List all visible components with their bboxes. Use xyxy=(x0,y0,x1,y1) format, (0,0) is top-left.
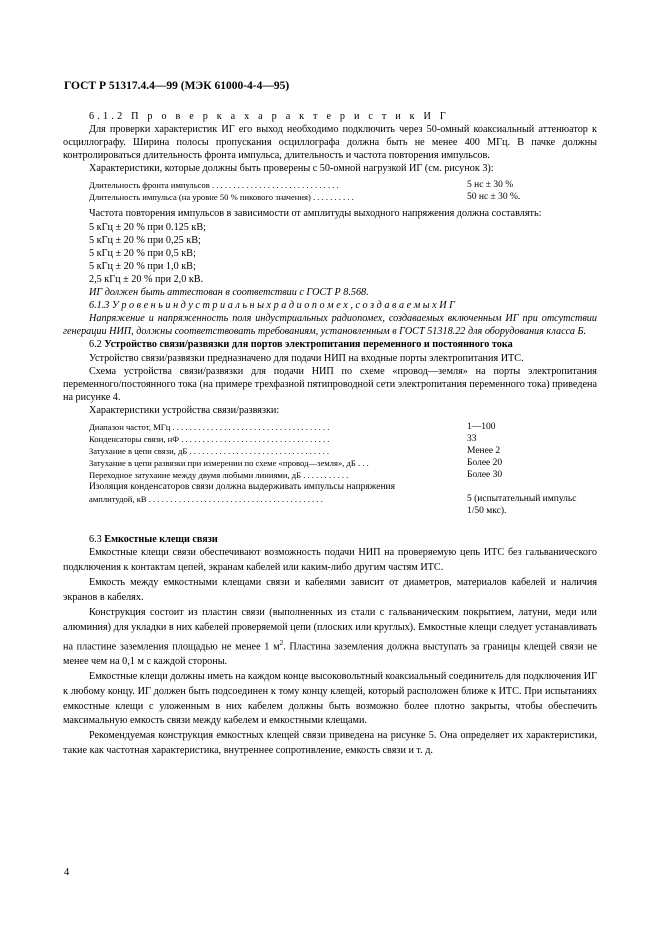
section-6-1-3-text: Напряжение и напряженность поля индустриальных радиопомех, создаваемых включенным ИГ при отсутствии генерации НИП, должны соответствовать требованиям, установленным в ГОСТ 51318.22 для оборудования класса Б. xyxy=(63,313,597,338)
spec-label: Изоляция конденсаторов связи должна выдерживать импульсы напряжения xyxy=(89,481,395,492)
section-6-2-paragraph-3: Характеристики устройства связи/развязки: xyxy=(89,404,280,416)
spec-value: 50 нс ± 30 %. xyxy=(467,192,521,203)
spec-row xyxy=(89,493,597,517)
spec-row xyxy=(89,445,597,457)
list-item: 5 кГц ± 20 % при 0.125 кВ; xyxy=(89,221,206,233)
spec-label: Переходное затухание между двумя любыми линиями, дБ . . . . . . . . . . . xyxy=(89,469,349,480)
pulse-spec-list xyxy=(89,179,597,203)
spec-value: Менее 2 xyxy=(467,445,501,456)
list-item: 5 кГц ± 20 % при 1,0 кВ; xyxy=(89,260,196,272)
spec-row xyxy=(89,179,597,191)
section-6-1-2-paragraph-1: Для проверки характеристик ИГ его выход необходимо подключить через 50-омный коаксиальный аттенюатор к осциллографу. Ширина полосы пропускания осциллографа должна быть не менее 400 МГц. В пачке должны контролироваться длительность фронта импульса, длительность и частота повторения импульсов. xyxy=(63,124,597,162)
section-6-2-paragraph-2: Схема устройства связи/развязки для подачи НИП по схеме «провод—земля» на порты электропитания переменного/постоянного тока (на примере трехфазной пятипроводной сети электропитания переменного тока) приведена на рисунке 4. xyxy=(63,365,597,403)
section-6-1-2-paragraph-3: Частота повторения импульсов в зависимости от амплитуды выходного напряжения должна составлять: xyxy=(89,208,542,220)
section-6-1-2-title: 6.1.2 П р о в е р к а х а р а к т е р и с т и к И Г xyxy=(89,111,449,122)
section-6-3-paragraph-4: Емкостные клещи должны иметь на каждом конце высоковольтный коаксиальный соединитель для подключения ИГ к любому концу. ИГ должен быть подсоединен к тому концу клещей, который расположен ближе к ИТС. При испытаниях емкостные клещи с уложенным в них кабелем должны быть возможно более плотно закрыты, чтобы обеспечить максимальную емкость связи между кабелем и емкостными клещами. xyxy=(63,670,597,727)
section-6-3-heading: 6.3 Емкостные клещи связи xyxy=(89,533,218,545)
spec-value: Более 20 xyxy=(467,457,503,468)
spec-value: 5 нс ± 30 % xyxy=(467,180,514,191)
spec-value: 1—100 xyxy=(467,421,496,432)
section-6-2-paragraph-1: Устройство связи/развязки предназначено для подачи НИП на входные порты электропитания ИТС. xyxy=(89,352,524,364)
spec-label: Затухание в цепи развязки при измерении по схеме «провод—земля», дБ . . . xyxy=(89,457,369,468)
section-6-3-paragraph-3: Конструкция состоит из пластин связи (выполненных из стали с гальваническим покрытием, латуни, меди или алюминия) для укладки в них кабелей проверяемой цепи (плоских или круглых). Емкостные клещи следует устанавливать на пластине заземления площадью не менее 1 $м^2$. Пластина заземления должна выступать за границы клещей связи не менее чем на 0,1 м с каждой стороны. xyxy=(63,606,597,667)
section-6-1-2-paragraph-2: Характеристики, которые должны быть проверены с 50-омной нагрузкой ИГ (см. рисунок 3): xyxy=(89,163,494,175)
spec-row xyxy=(89,433,597,445)
section-6-2-heading: 6.2 Устройство связи/развязки для портов электропитания переменного и постоянного тока xyxy=(89,339,513,351)
spec-label: Затухание в цепи связи, дБ . . . . . . . . . . . . . . . . . . . . . . . . . . . . . . . . . xyxy=(89,445,330,456)
section-6-3-paragraph-1: Емкостные клещи связи обеспечивают возможность подачи НИП на проверяемую цепь ИТС без гальванического подключения к контактам цепей, экранам кабелей или каким-либо другим частям ИТС. xyxy=(63,547,597,573)
list-item: 5 кГц ± 20 % при 0,5 кВ; xyxy=(89,247,196,259)
spec-value: 5 (испытательный импульс 1/50 мкс). xyxy=(467,493,577,516)
spec-row xyxy=(89,469,597,481)
list-item: 5 кГц ± 20 % при 0,25 кВ; xyxy=(89,234,201,246)
attestation-note: ИГ должен быть аттестован в соответствии с ГОСТ Р 8.568. xyxy=(89,287,369,299)
section-6-3-paragraph-2: Емкость между емкостными клещами связи и кабелями зависит от диаметров, материалов кабелей и наличия экранов в кабелях. xyxy=(63,576,597,603)
spec-row xyxy=(89,457,597,469)
spec-label: Конденсаторы связи, нФ . . . . . . . . . . . . . . . . . . . . . . . . . . . . . . . . . . . xyxy=(89,433,330,444)
document-header: ГОСТ Р 51317.4.4—99 (МЭК 61000-4-4—95) xyxy=(64,80,290,92)
frequency-list xyxy=(89,221,597,286)
spec-value: 33 xyxy=(467,433,477,444)
spec-row xyxy=(89,191,597,203)
spec-label: Длительность фронта импульсов . . . . . . . . . . . . . . . . . . . . . . . . . . . . . . xyxy=(89,180,339,191)
page-number: 4 xyxy=(64,867,70,878)
section-6-3-paragraph-5: Рекомендуемая конструкция емкостных клещей связи приведена на рисунке 5. Она определяет их характеристики, такие как частотная характеристика, внутреннее сопротивление, емкость связи и т. д. xyxy=(63,730,597,757)
spec-label: амплитудой, кВ . . . . . . . . . . . . . . . . . . . . . . . . . . . . . . . . . . . . . . . . . xyxy=(89,493,323,504)
section-6-1-3-title: 6.1.3 У р о в е н ь и н д у с т р и а л ь н ы х р а д и о п о м е х , с о з д а в а е м ы х И Г xyxy=(89,300,455,312)
spec-label: Диапазон частот, МГц . . . . . . . . . . . . . . . . . . . . . . . . . . . . . . . . . . . . . xyxy=(89,421,330,432)
list-item: 2,5 кГц ± 20 % при 2,0 кВ. xyxy=(89,273,204,285)
spec-row xyxy=(89,421,597,433)
spec-value: Более 30 xyxy=(467,469,503,480)
coupling-spec-list xyxy=(89,421,597,517)
spec-row-isolation xyxy=(89,481,597,493)
document-body xyxy=(63,110,597,759)
spec-label: Длительность импульса (на уровне 50 % пикового значения) . . . . . . . . . . xyxy=(89,192,354,203)
